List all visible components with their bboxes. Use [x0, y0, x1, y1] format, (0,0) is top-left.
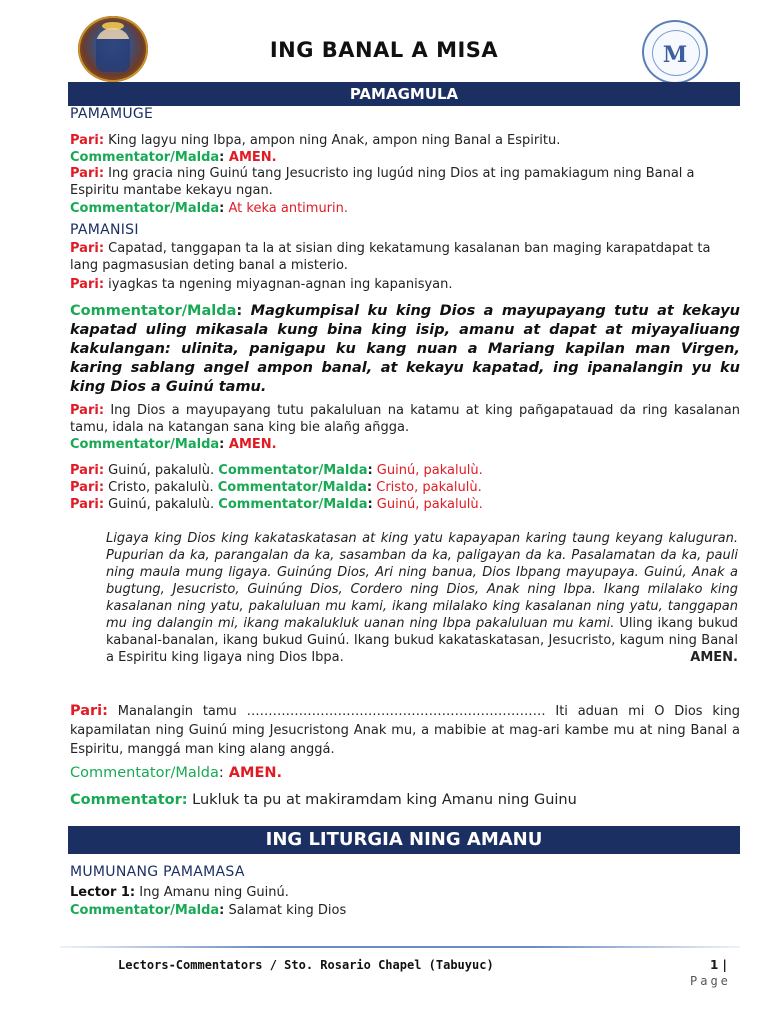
line-text: Cristo, pakalulù.: [104, 480, 218, 495]
pamanisi-line-2: [70, 276, 740, 293]
colon: :: [366, 480, 373, 495]
instruction-text: Lukluk ta pu at makiramdam king Amanu ning Guinu: [187, 792, 577, 808]
collect-text: Manalangin tamu …………………………………………………………… Iti aduan mi O Dios king kapamilatan ning Guinú ming Jesucristong Anak mu, a mabibie at mag-ari kambe mu at ning Banal a Espiritu, manggá man king alang anggá.: [70, 704, 740, 757]
subheading-pamanisi: PAMANISI: [70, 222, 139, 238]
collect-paragraph: [70, 702, 740, 759]
colon: :: [219, 437, 225, 452]
response-text: Guinú, pakalulù.: [372, 463, 483, 478]
subheading-mumunang-pamamasa: MUMUNANG PAMAMASA: [70, 864, 245, 880]
colon: :: [218, 765, 224, 781]
absolution-text: Ing Dios a mayupayang tutu pakaluluan na katamu at king pañgapatauad da ring kasalanan tamu, idala na katangan sana king bie alañg añgga.: [70, 403, 740, 435]
role-pari: Pari:: [70, 463, 105, 478]
kyrie-line-3: [70, 496, 740, 513]
page-label: Page: [690, 974, 731, 988]
colon: :: [367, 497, 373, 512]
response-text: AMEN.: [224, 150, 277, 165]
line-text: iyagkas ta ngening miyagnan-agnan ing kapanisyan.: [104, 277, 453, 292]
role-commentator: Commentator/Malda: [70, 437, 220, 452]
colon: :: [236, 303, 243, 319]
response-text: Guinú, pakalulù.: [372, 497, 483, 512]
role-commentator: Commentator/Malda: [218, 463, 368, 478]
reading-line-2: [70, 902, 740, 919]
subheading-pamamuge: PAMAMUGE: [70, 106, 154, 122]
confiteor-paragraph: [70, 302, 740, 397]
pamamuge-line-1: [70, 132, 740, 149]
pamamuge-line-3: [70, 165, 740, 199]
line-text: Salamat king Dios: [224, 903, 347, 918]
kyrie-line-1: [70, 462, 740, 479]
response-text: AMEN.: [224, 437, 277, 452]
role-pari: Pari:: [70, 166, 105, 181]
role-pari: Pari:: [70, 241, 105, 256]
section-header-pamagmula: PAMAGMULA: [68, 82, 740, 106]
response-text: AMEN.: [223, 765, 282, 781]
role-pari: Pari:: [70, 403, 105, 418]
kyrie-line-2: [70, 479, 740, 496]
role-commentator: Commentator/Malda: [70, 201, 220, 216]
gloria-italic-text: Ligaya king Dios king kakataskatasan at king yatu kapayapan karing taung keyang kaluguran. Pupurian da ka, parangalan da ka, sasamban da ka, paligayan da ka. Pasalamatan da ka, pauli ning maula mung ligaya. Guinúng Dios, Ari ning banua, Dios Ibpang mayupaya. Guinú, Anak a bugtung, Jesucristo, Guinúng Dios, Cordero ning Dios, Anak ning Ibpa. Ikang milalako king kasalanan ning yatu, pakaluluan mu kami, ikang milalako king kasalanan ning yatu, tanggapan mu ing dalangin mi, ikang makalukluk uanan ning Ibpa pakaluluan mu kami.: [106, 531, 738, 631]
line-text: Ing gracia ning Guinú tang Jesucristo ing lugúd ning Dios at ing pamakiagum ning Banal a Espiritu mantabe kekayu ngan.: [70, 166, 695, 198]
commentator-instruction: [70, 791, 740, 810]
role-pari: Pari:: [70, 480, 105, 495]
confiteor-text: Magkumpisal ku king Dios a mayupayang tutu at kekayu kapatad uling mikasala kung bina king isip, amanu at dapat at miyayaliuang kakulangan: ulinita, panigapu ku kang nuan a Mariang kapilan man Virgen, karing sablang angel ampon banal, at kekayu kapatad, ing ipanalangin yu ku king Dios a Guinú tamu.: [70, 303, 740, 395]
role-commentator: Commentator/Malda: [217, 480, 367, 495]
role-commentator: Commentator/Malda: [70, 765, 219, 781]
absolution-response: [70, 436, 740, 453]
pamamuge-line-4: [70, 200, 740, 217]
line-text: King lagyu ning Ibpa, ampon ning Anak, ampon ning Banal a Espiritu.: [104, 133, 561, 148]
colon: :: [219, 903, 225, 918]
marian-seal-logo: [642, 20, 708, 84]
page-number: 1 |: [710, 958, 727, 972]
section-header-liturgia: ING LITURGIA NING AMANU: [68, 826, 740, 854]
pamanisi-line-1: [70, 240, 740, 274]
role-commentator: Commentator/Malda: [70, 303, 237, 319]
footer-divider: [60, 946, 740, 948]
seal-monogram: M: [662, 42, 688, 68]
role-pari: Pari:: [70, 703, 108, 719]
line-text: Guinú, pakalulù.: [104, 463, 219, 478]
collect-response: [70, 764, 740, 783]
colon: :: [367, 463, 373, 478]
line-text: Guinú, pakalulù.: [104, 497, 219, 512]
gloria-plain-text: Uling ikang bukud kabanal-banalan, ikang bukud Guinú. Ikang bukud kakataskatasan, Jesucristo, kagum ning Banal a Espiritu king ligaya ning Dios Ibpa.: [106, 616, 738, 665]
footer-text: Lectors-Commentators / Sto. Rosario Chapel (Tabuyuc): [118, 958, 494, 972]
colon: :: [219, 201, 225, 216]
gloria-amen: AMEN.: [690, 650, 738, 665]
response-text: At keka antimurin.: [224, 201, 349, 216]
role-pari: Pari:: [70, 497, 105, 512]
role-pari: Pari:: [70, 133, 105, 148]
reading-line-1: [70, 884, 740, 901]
line-text: Capatad, tanggapan ta la at sisian ding kekatamung kasalanan ban maging karapatdapat ta lang pagmasusian deting banal a misterio.: [70, 241, 711, 273]
colon: :: [219, 150, 225, 165]
role-commentator: Commentator:: [70, 792, 188, 808]
response-text: Cristo, pakalulù.: [372, 480, 482, 495]
gloria-paragraph: [106, 530, 738, 666]
pamamuge-line-2: [70, 149, 740, 166]
page-title: ING BANAL A MISA: [269, 38, 499, 62]
role-commentator: Commentator/Malda: [70, 903, 220, 918]
role-lector: Lector 1:: [70, 885, 136, 900]
line-text: Ing Amanu ning Guinú.: [135, 885, 289, 900]
role-commentator: Commentator/Malda: [70, 150, 220, 165]
absolution-paragraph: [70, 402, 740, 436]
role-pari: Pari:: [70, 277, 105, 292]
role-commentator: Commentator/Malda: [218, 497, 368, 512]
